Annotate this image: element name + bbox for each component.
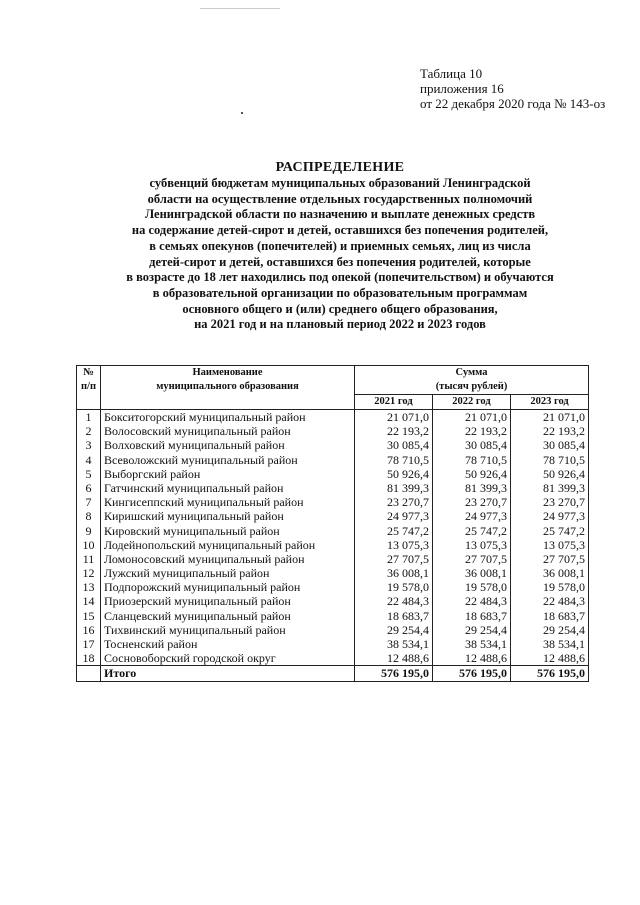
row-value-2023: 50 926,4 — [511, 467, 589, 481]
table-row — [77, 453, 589, 467]
total-2023: 576 195,0 — [511, 666, 589, 681]
table-row — [77, 495, 589, 509]
row-value-2022: 25 747,2 — [433, 524, 511, 538]
header-year-2022: 2022 год — [433, 395, 511, 410]
row-value-2022: 50 926,4 — [433, 467, 511, 481]
scan-speck — [241, 112, 243, 114]
total-2022: 576 195,0 — [433, 666, 511, 681]
row-municipality-name: Сланцевский муниципальный район — [101, 609, 355, 623]
row-value-2021: 25 747,2 — [355, 524, 433, 538]
row-municipality-name: Лужский муниципальный район — [101, 566, 355, 580]
subtitle-line: основного общего и (или) среднего общего образования, — [182, 301, 498, 316]
row-value-2023: 22 484,3 — [511, 594, 589, 608]
row-value-2023: 21 071,0 — [511, 410, 589, 425]
row-value-2021: 36 008,1 — [355, 566, 433, 580]
header-name — [101, 366, 355, 410]
row-municipality-name: Всеволожский муниципальный район — [101, 453, 355, 467]
table-row — [77, 538, 589, 552]
row-municipality-name: Кировский муниципальный район — [101, 524, 355, 538]
subtitle-line: детей-сирот и детей, оставшихся без попечения родителей, которые — [149, 254, 531, 269]
table-row — [77, 481, 589, 495]
subtitle-line: Ленинградской области по назначению и выплате денежных средств — [144, 207, 536, 222]
row-value-2022: 19 578,0 — [433, 580, 511, 594]
table-body — [77, 410, 589, 682]
header-number-symbol: № — [83, 367, 94, 378]
row-value-2021: 30 085,4 — [355, 438, 433, 452]
row-number: 17 — [77, 637, 101, 651]
row-value-2021: 12 488,6 — [355, 651, 433, 666]
row-value-2023: 25 747,2 — [511, 524, 589, 538]
row-number: 4 — [77, 453, 101, 467]
row-value-2022: 27 707,5 — [433, 552, 511, 566]
row-value-2022: 36 008,1 — [433, 566, 511, 580]
row-value-2023: 81 399,3 — [511, 481, 589, 495]
row-value-2021: 23 270,7 — [355, 495, 433, 509]
row-value-2021: 21 071,0 — [355, 410, 433, 425]
row-number: 3 — [77, 438, 101, 452]
appendix-number: приложения 16 — [420, 81, 504, 96]
row-number: 1 — [77, 410, 101, 425]
row-value-2021: 81 399,3 — [355, 481, 433, 495]
subtitle-line: в возрасте до 18 лет находились под опекой (попечительством) и обучаются — [126, 270, 554, 285]
table-row — [77, 580, 589, 594]
subtitle-line: субвенций бюджетам муниципальных образований Ленинградской — [149, 176, 531, 190]
row-value-2022: 30 085,4 — [433, 438, 511, 452]
row-value-2023: 30 085,4 — [511, 438, 589, 452]
row-value-2023: 22 193,2 — [511, 424, 589, 438]
row-municipality-name: Приозерский муниципальный район — [101, 594, 355, 608]
subtitle-line: в образовательной организации по образовательным программам — [152, 285, 528, 300]
table-row — [77, 467, 589, 481]
total-row — [77, 666, 589, 681]
row-number: 9 — [77, 524, 101, 538]
total-number-cell — [77, 666, 101, 681]
row-municipality-name: Тосненский район — [101, 637, 355, 651]
row-value-2022: 81 399,3 — [433, 481, 511, 495]
row-value-2021: 22 484,3 — [355, 594, 433, 608]
row-value-2023: 18 683,7 — [511, 609, 589, 623]
row-number: 10 — [77, 538, 101, 552]
row-municipality-name: Кингисеппский муниципальный район — [101, 495, 355, 509]
row-value-2022: 21 071,0 — [433, 410, 511, 425]
row-value-2023: 19 578,0 — [511, 580, 589, 594]
row-value-2022: 22 193,2 — [433, 424, 511, 438]
table-row — [77, 623, 589, 637]
table-row — [77, 594, 589, 608]
row-value-2023: 23 270,7 — [511, 495, 589, 509]
appendix-table-number: Таблица 10 — [420, 66, 483, 81]
table-row — [77, 609, 589, 623]
row-municipality-name: Лодейнопольский муниципальный район — [101, 538, 355, 552]
row-value-2023: 27 707,5 — [511, 552, 589, 566]
row-municipality-name: Тихвинский муниципальный район — [101, 623, 355, 637]
table-row — [77, 410, 589, 425]
header-year-2023: 2023 год — [511, 395, 589, 410]
row-value-2021: 50 926,4 — [355, 467, 433, 481]
header-sum — [355, 366, 589, 395]
header-number — [77, 366, 101, 410]
document-title: РАСПРЕДЕЛЕНИЕ — [275, 160, 405, 175]
row-number: 7 — [77, 495, 101, 509]
row-municipality-name: Киришский муниципальный район — [101, 509, 355, 523]
row-value-2021: 24 977,3 — [355, 509, 433, 523]
total-label: Итого — [101, 666, 355, 681]
table-row — [77, 637, 589, 651]
row-value-2023: 36 008,1 — [511, 566, 589, 580]
row-value-2022: 29 254,4 — [433, 623, 511, 637]
row-value-2023: 29 254,4 — [511, 623, 589, 637]
row-number: 12 — [77, 566, 101, 580]
row-number: 14 — [77, 594, 101, 608]
row-municipality-name: Гатчинский муниципальный район — [101, 481, 355, 495]
row-value-2021: 29 254,4 — [355, 623, 433, 637]
row-value-2022: 38 534,1 — [433, 637, 511, 651]
row-value-2022: 13 075,3 — [433, 538, 511, 552]
row-value-2021: 19 578,0 — [355, 580, 433, 594]
row-value-2021: 22 193,2 — [355, 424, 433, 438]
table-row — [77, 524, 589, 538]
row-number: 2 — [77, 424, 101, 438]
header-name-line2: муниципального образования — [156, 381, 299, 392]
header-name-line1: Наименование — [192, 367, 263, 378]
row-value-2021: 13 075,3 — [355, 538, 433, 552]
subtitle-line: на 2021 год и на плановый период 2022 и 2023 годов — [194, 317, 486, 332]
row-number: 8 — [77, 509, 101, 523]
row-number: 16 — [77, 623, 101, 637]
row-value-2022: 78 710,5 — [433, 453, 511, 467]
row-municipality-name: Волховский муниципальный район — [101, 438, 355, 452]
row-municipality-name: Подпорожский муниципальный район — [101, 580, 355, 594]
scan-mark — [200, 8, 280, 9]
row-value-2023: 78 710,5 — [511, 453, 589, 467]
row-value-2022: 24 977,3 — [433, 509, 511, 523]
row-value-2022: 22 484,3 — [433, 594, 511, 608]
row-value-2022: 12 488,6 — [433, 651, 511, 666]
distribution-table — [76, 365, 589, 682]
appendix-reference — [420, 66, 605, 111]
row-number: 5 — [77, 467, 101, 481]
row-number: 15 — [77, 609, 101, 623]
document-subtitle — [80, 176, 600, 333]
row-municipality-name: Волосовский муниципальный район — [101, 424, 355, 438]
table-row — [77, 651, 589, 666]
table-row — [77, 424, 589, 438]
row-value-2023: 13 075,3 — [511, 538, 589, 552]
law-reference: от 22 декабря 2020 года № 143-оз — [420, 96, 606, 111]
header-sum-line1: Сумма — [455, 367, 488, 378]
table-row — [77, 566, 589, 580]
row-municipality-name: Бокситогорский муниципальный район — [101, 410, 355, 425]
subtitle-line: области на осуществление отдельных государственных полномочий — [147, 191, 533, 206]
table-row — [77, 552, 589, 566]
row-municipality-name: Выборгский район — [101, 467, 355, 481]
row-value-2022: 18 683,7 — [433, 609, 511, 623]
row-number: 6 — [77, 481, 101, 495]
header-year-2021: 2021 год — [355, 395, 433, 410]
row-value-2021: 38 534,1 — [355, 637, 433, 651]
subtitle-line: на содержание детей-сирот и детей, оставшихся без попечения родителей, — [131, 223, 549, 238]
row-value-2021: 78 710,5 — [355, 453, 433, 467]
total-2021: 576 195,0 — [355, 666, 433, 681]
row-value-2021: 27 707,5 — [355, 552, 433, 566]
row-number: 11 — [77, 552, 101, 566]
row-value-2023: 12 488,6 — [511, 651, 589, 666]
row-value-2023: 38 534,1 — [511, 637, 589, 651]
row-number: 13 — [77, 580, 101, 594]
header-sum-unit: (тысяч рублей) — [435, 381, 508, 392]
subtitle-line: в семьях опекунов (попечителей) и приемных семьях, лиц из числа — [149, 238, 531, 253]
table-row — [77, 438, 589, 452]
row-value-2022: 23 270,7 — [433, 495, 511, 509]
table-row — [77, 509, 589, 523]
row-municipality-name: Ломоносовский муниципальный район — [101, 552, 355, 566]
row-number: 18 — [77, 651, 101, 666]
row-municipality-name: Сосновоборский городской округ — [101, 651, 355, 666]
header-number-abbr: п/п — [80, 381, 97, 392]
row-value-2021: 18 683,7 — [355, 609, 433, 623]
row-value-2023: 24 977,3 — [511, 509, 589, 523]
